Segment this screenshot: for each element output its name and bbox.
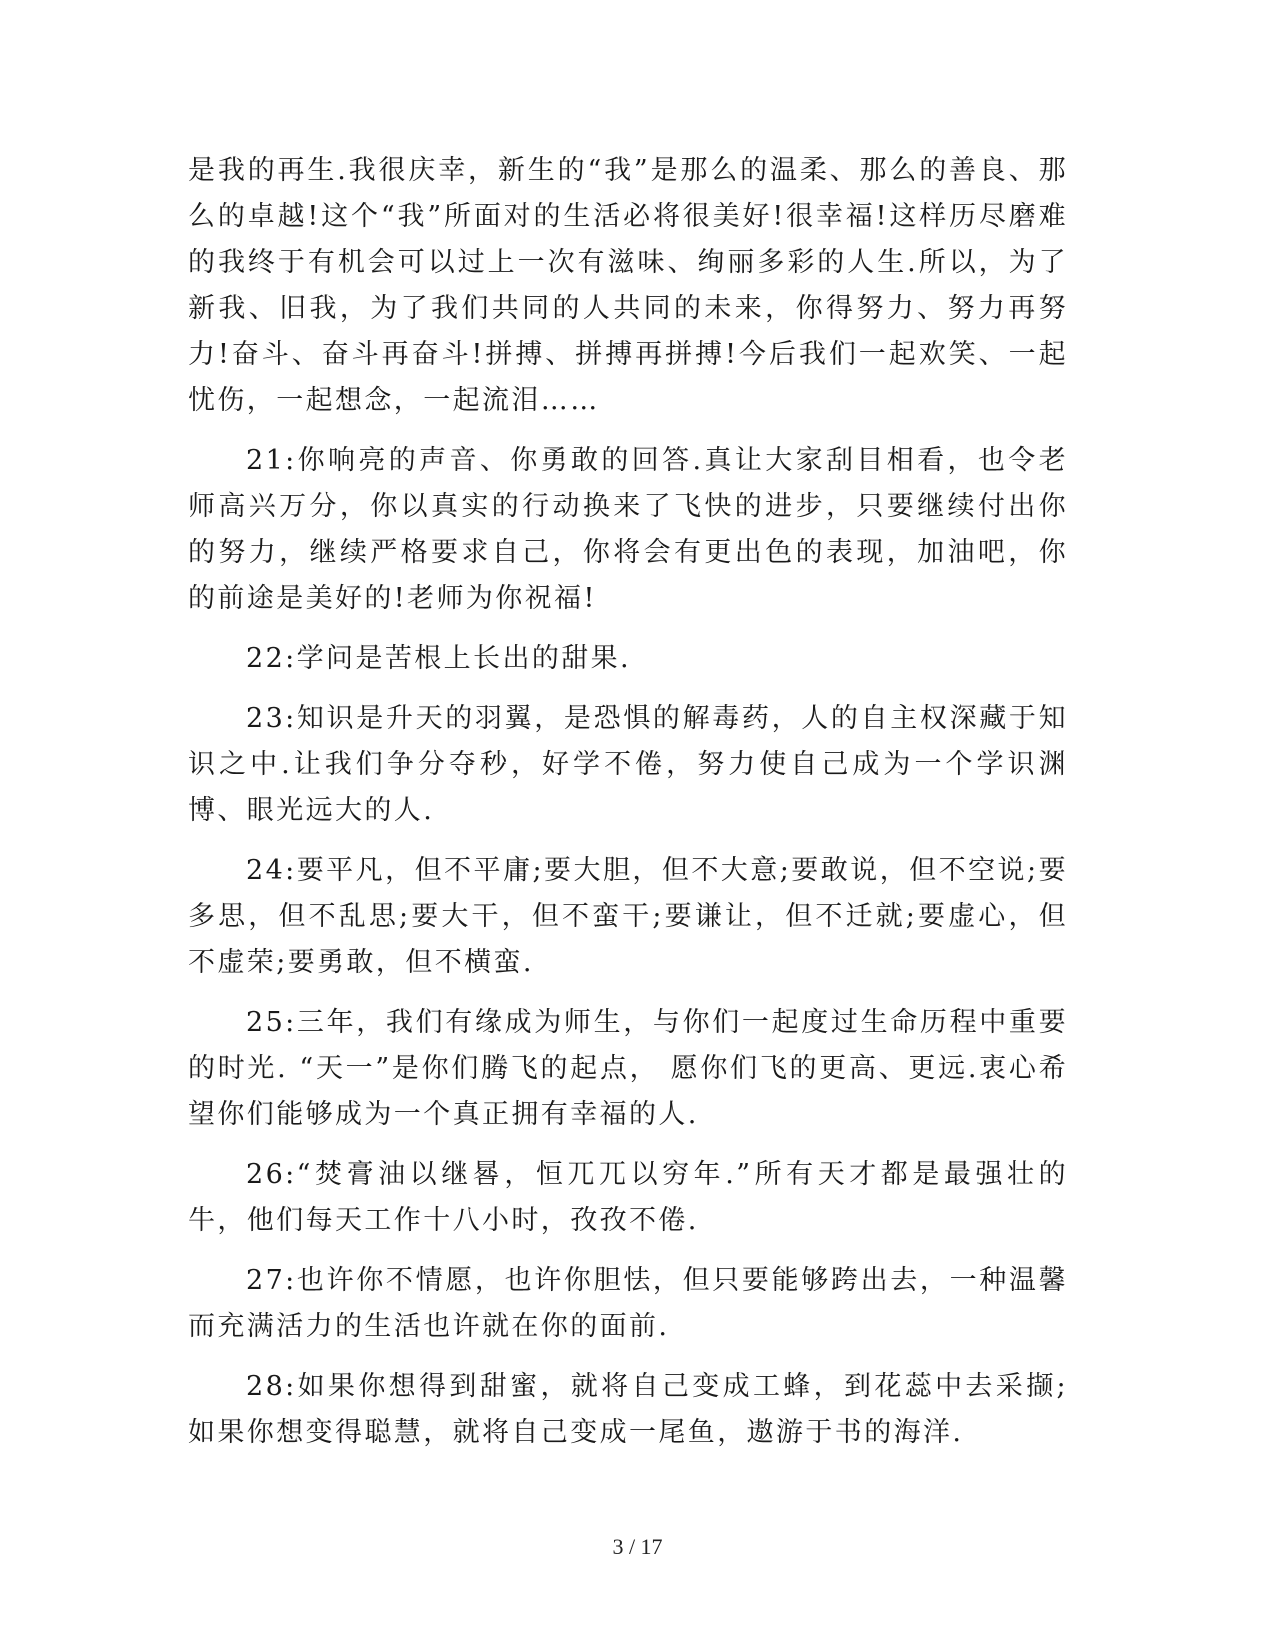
paragraph-27: 27:也许你不情愿，也许你胆怯，但只要能够跨出去，一种温馨而充满活力的生活也许就在你的面前. [188,1265,1068,1342]
paragraph-21: 21:你响亮的声音、你勇敢的回答.真让大家刮目相看，也令老师高兴万分，你以真实的行动换来了飞快的进步，只要继续付出你的努力，继续严格要求自己，你将会有更出色的表现，加油吧，你的前途是美好的!老师为你祝福! [188,445,1068,614]
paragraph-22: 22:学问是苦根上长出的甜果. [246,643,632,674]
paragraph-continuation: 是我的再生.我很庆幸，新生的“我”是那么的温柔、那么的善良、那么的卓越!这个“我”所面对的生活必将很美好!很幸福!这样历尽磨难的我终于有机会可以过上一次有滋味、绚丽多彩的人生.所以，为了新我、旧我，为了我们共同的人共同的未来，你得努力、努力再努力!奋斗、奋斗再奋斗!拼搏、拼搏再拼搏!今后我们一起欢笑、一起忧伤，一起想念，一起流泪…… [188,155,1068,416]
page-number: 3 / 17 [612,1534,663,1559]
paragraph-23: 23:知识是升天的羽翼，是恐惧的解毒药，人的自主权深藏于知识之中.让我们争分夺秒，好学不倦，努力使自己成为一个学识渊博、眼光远大的人. [188,703,1068,826]
paragraph-25: 25:三年，我们有缘成为师生，与你们一起度过生命历程中重要的时光. “天一”是你们腾飞的起点， 愿你们飞的更高、更远.衷心希望你们能够成为一个真正拥有幸福的人. [188,1007,1068,1130]
paragraph-24: 24:要平凡，但不平庸;要大胆，但不大意;要敢说，但不空说;要多思，但不乱思;要大干，但不蛮干;要谦让，但不迁就;要虚心，但不虚荣;要勇敢，但不横蛮. [188,855,1068,978]
paragraph-26: 26:“焚膏油以继晷，恒兀兀以穷年.”所有天才都是最强壮的牛，他们每天工作十八小时，孜孜不倦. [188,1159,1068,1236]
paragraph-28: 28:如果你想得到甜蜜，就将自己变成工蜂，到花蕊中去采撷;如果你想变得聪慧，就将自己变成一尾鱼，遨游于书的海洋. [188,1371,1068,1448]
document-body [188,148,1068,1470]
